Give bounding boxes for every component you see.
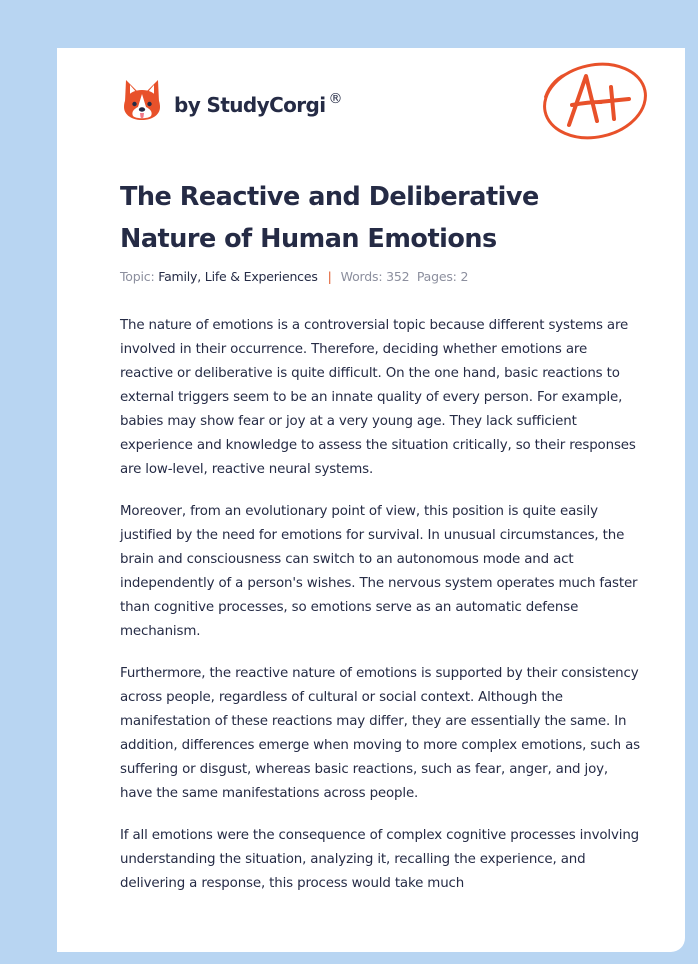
topic-label: Topic: <box>120 269 155 284</box>
word-count: Words: 352 <box>340 269 410 284</box>
brand-name <box>174 91 342 117</box>
essay-page <box>57 48 685 952</box>
brand-logo[interactable] <box>122 76 342 124</box>
grade-badge <box>539 59 651 147</box>
essay-meta <box>120 269 468 284</box>
brand-name-text: by StudyCorgi <box>174 93 326 117</box>
essay-body <box>120 314 640 914</box>
paragraph: Furthermore, the reactive nature of emotions is supported by their consistency across people, regardless of cultural or social context. Although the manifestation of these reactions may differ, they are essentially the same. In addition, differences emerge when moving to more complex emotions, such as suffering or disgust, whereas basic reactions, such as fear, anger, and joy, have the same manifestations across people. <box>120 666 640 801</box>
meta-separator: | <box>327 269 332 284</box>
topic-link[interactable]: Family, Life & Experiences <box>158 269 318 284</box>
page-count: Pages: 2 <box>416 269 469 284</box>
paragraph: Moreover, from an evolutionary point of view, this position is quite easily justified by the need for emotions for survival. In unusual circumstances, the brain and consciousness can switch to an autonomous mode and act independently of a person's wishes. The nervous system operates much faster than cognitive processes, so emotions serve as an automatic defense mechanism. <box>120 504 638 639</box>
registered-mark: ® <box>328 91 342 107</box>
paragraph: The nature of emotions is a controversial topic because different systems are involved in their occurrence. Therefore, deciding whether emotions are reactive or deliberative is quite difficult. On the one hand, basic reactions to external triggers seem to be an innate quality of every person. For example, babies may show fear or joy at a very young age. They lack sufficient experience and knowledge to assess the situation critically, so their responses are low-level, reactive neural systems. <box>120 318 636 477</box>
essay-title: The Reactive and Deliberative Nature of Human Emotions <box>120 182 539 254</box>
corgi-icon <box>122 78 162 122</box>
paragraph: If all emotions were the consequence of complex cognitive processes involving understanding the situation, analyzing it, recalling the experience, and delivering a response, this process would take much <box>120 828 640 891</box>
